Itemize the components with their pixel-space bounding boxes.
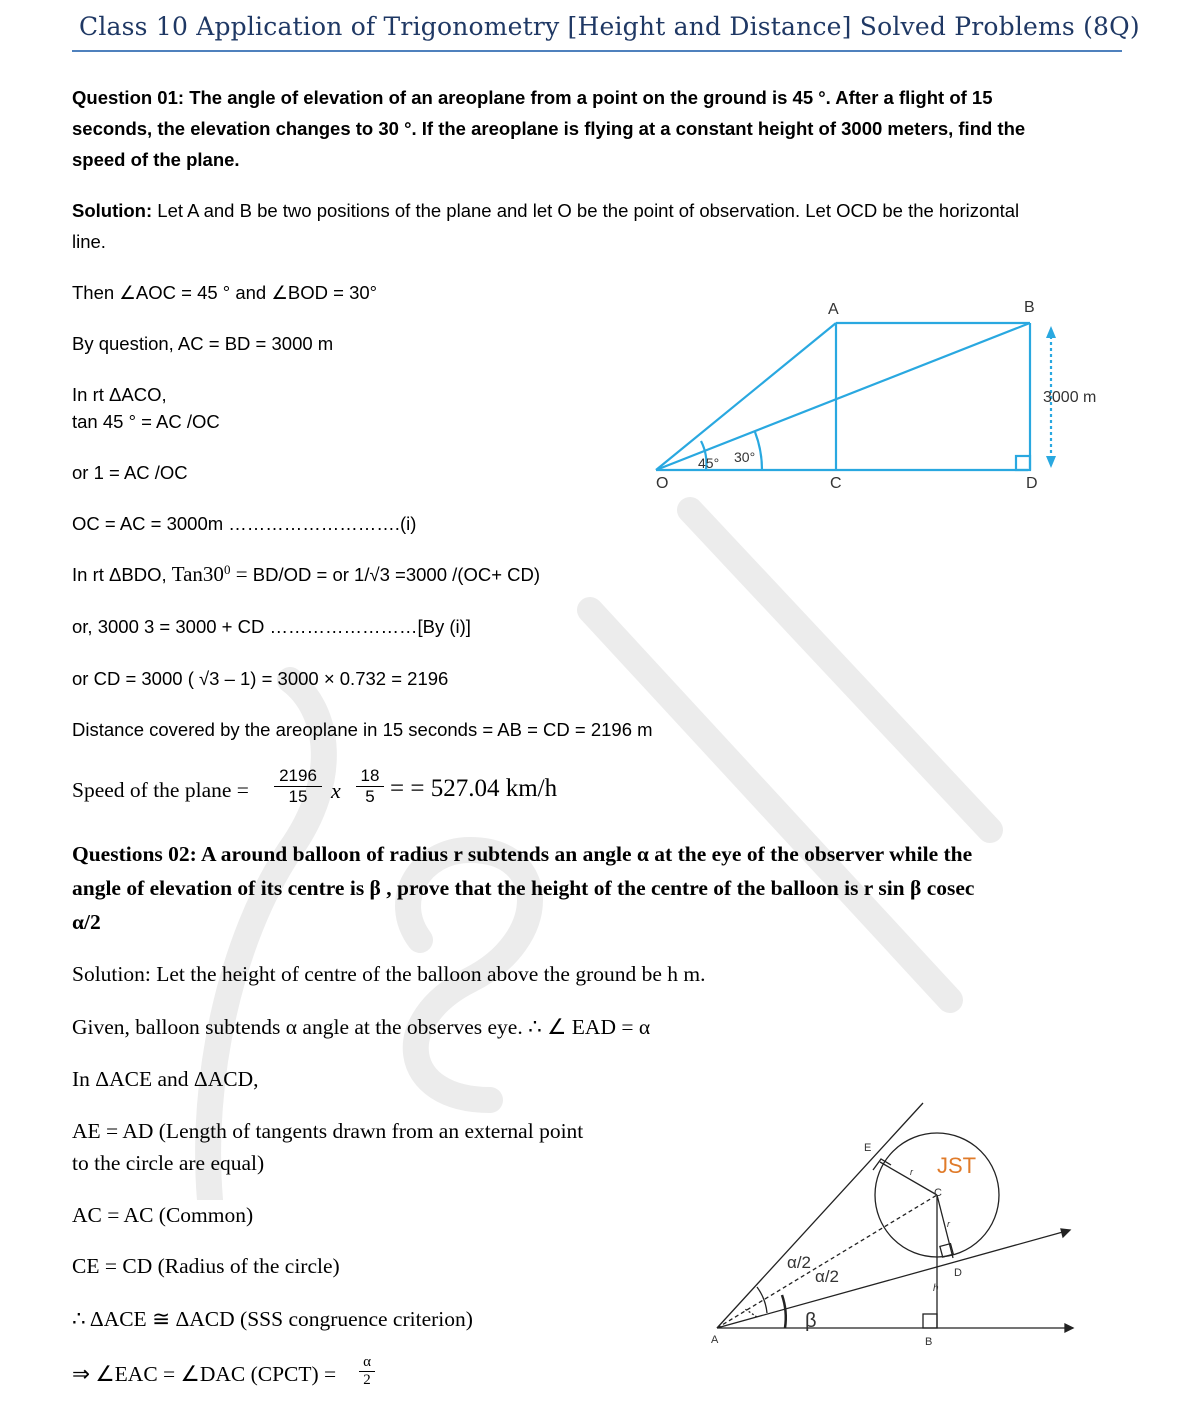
label-o: O: [656, 475, 669, 492]
q1-step-by-i: or, 3000 3 = 3000 + CD ……………………[By (i)]: [72, 616, 471, 637]
q2-step-4: AE = AD (Length of tangents drawn from an external point: [72, 1119, 584, 1143]
radius-ce: [880, 1162, 937, 1195]
q1-step-oc: OC = AC = 3000m ……………………….(i): [72, 513, 417, 534]
q1-step-tan45: tan 45 ° = AC /OC: [72, 411, 220, 432]
label-b: B: [1024, 299, 1035, 316]
q1-question-line-1: Question 01: The angle of elevation of an areoplane from a point on the ground is 45 °. After a flight of 15: [72, 87, 993, 108]
label-c: C: [934, 1187, 942, 1199]
q2-step-3: In ΔACE and ΔACD,: [72, 1067, 259, 1091]
q2-diagram: [705, 1095, 1100, 1355]
label-e: E: [864, 1142, 872, 1154]
label-angle-45: 45°: [698, 455, 720, 471]
title-divider: [72, 50, 1122, 52]
arc-30: [755, 432, 762, 470]
label-half-alpha-1: α/2: [787, 1253, 812, 1272]
tan30-prefix: In rt ΔBDO,: [72, 564, 172, 586]
tan30-serif: Tan30: [171, 562, 224, 587]
q2-step-last: ⇒ ∠EAC = ∠DAC (CPCT) =: [72, 1362, 337, 1386]
jst-stamp: JST: [937, 1153, 977, 1178]
arrow-right-icon: [1065, 1324, 1073, 1332]
label-c: C: [830, 475, 842, 492]
label-h: h: [933, 1283, 939, 1294]
q1-step-ratio: or 1 = AC /OC: [72, 462, 188, 483]
label-a: A: [711, 1334, 719, 1346]
q2-step-2: Given, balloon subtends α angle at the observes eye. ∴ ∠ EAD = α: [72, 1015, 651, 1039]
speed-result: = = 527.04 km/h: [390, 775, 558, 802]
label-d: D: [954, 1267, 962, 1279]
q1-step-angles: Then ∠AOC = 45 ° and ∠BOD = 30°: [72, 282, 378, 303]
speed-times: x: [331, 778, 341, 803]
label-half-alpha-2: α/2: [815, 1267, 840, 1286]
q1-step-tan30: [72, 562, 540, 587]
line-ob: [656, 323, 1030, 470]
page-title: Class 10 Application of Trigonometry [Height and Distance] Solved Problems (8Q): [79, 12, 1140, 41]
speed-fraction-2: [356, 766, 384, 807]
q2-step-5: to the circle are equal): [72, 1151, 265, 1175]
q1-step-triangle: In rt ΔACO,: [72, 384, 167, 405]
label-b: B: [925, 1336, 933, 1348]
speed-frac1-den: 15: [288, 787, 308, 806]
alpha-over-2-fraction: [359, 1354, 375, 1389]
solution-label: Solution:: [72, 200, 153, 221]
q1-diagram: [640, 290, 1130, 500]
tangent-ad: [717, 1230, 1070, 1328]
tan30-sup: 0: [223, 562, 231, 577]
solution-text: Let A and B be two positions of the plane and let O be the point of observation. Let OCD be the horizontal: [152, 200, 1020, 221]
q1-question-line-3: speed of the plane.: [72, 149, 240, 170]
q1-solution-line-2: line.: [72, 231, 106, 252]
q1-speed-label: Speed of the plane =: [72, 778, 249, 802]
q1-step-distance: Distance covered by the areoplane in 15 seconds = AB = CD = 2196 m: [72, 719, 653, 740]
right-angle-e: [873, 1159, 891, 1170]
q2-question-line-1: Questions 02: A around balloon of radius r subtends an angle α at the eye of the observer while the: [72, 842, 973, 866]
q1-solution-line-1: [72, 200, 1019, 222]
speed-frac2-den: 5: [365, 787, 375, 806]
q2-step-7: CE = CD (Radius of the circle): [72, 1254, 340, 1278]
label-angle-30: 30°: [734, 449, 756, 465]
q2-step-1: Solution: Let the height of centre of the balloon above the ground be h m.: [72, 962, 706, 986]
right-angle-b: [923, 1314, 937, 1328]
speed-fraction-1: [274, 766, 322, 807]
arrow-down-icon: [1046, 456, 1056, 468]
right-angle-mark: [1016, 456, 1030, 470]
arrow-up-icon: [1046, 326, 1056, 338]
alpha-frac-den: 2: [363, 1372, 371, 1388]
tan30-eq: =: [230, 562, 253, 587]
tan30-suffix: BD/OD = or 1/√3 =3000 /(OC+ CD): [252, 564, 541, 586]
tangent-ae: [717, 1103, 923, 1328]
label-d: D: [1026, 475, 1038, 492]
label-a: A: [828, 301, 839, 318]
q1-step-height: By question, AC = BD = 3000 m: [72, 333, 334, 354]
line-ac: [717, 1195, 937, 1328]
line-oa: [656, 323, 836, 470]
label-r1: r: [910, 1167, 913, 1177]
arc-beta: [782, 1295, 786, 1328]
arc-alpha: [757, 1287, 767, 1313]
radius-cd: [937, 1195, 953, 1258]
speed-frac2-num: 18: [356, 766, 384, 787]
arrow-tangent-icon: [1061, 1229, 1070, 1237]
q2-question-line-3: α/2: [72, 910, 101, 934]
label-beta: β: [805, 1310, 817, 1332]
q2-step-8: ∴ ΔACE ≅ ΔACD (SSS congruence criterion): [72, 1307, 473, 1331]
alpha-frac-num: α: [359, 1354, 375, 1372]
q2-question-line-2: angle of elevation of its centre is β , prove that the height of the centre of the balloon is r sin β cosec: [72, 876, 975, 900]
q1-step-cd: or CD = 3000 ( √3 – 1) = 3000 × 0.732 = 2196: [72, 668, 449, 689]
label-r2: r: [947, 1219, 950, 1229]
q2-step-6: AC = AC (Common): [72, 1203, 254, 1227]
label-height: 3000 m: [1043, 389, 1097, 406]
q1-question-line-2: seconds, the elevation changes to 30 °. If the areoplane is flying at a constant height of 3000 meters, find the: [72, 118, 1026, 139]
tick-mark: [745, 1309, 757, 1317]
speed-frac1-num: 2196: [274, 766, 322, 787]
